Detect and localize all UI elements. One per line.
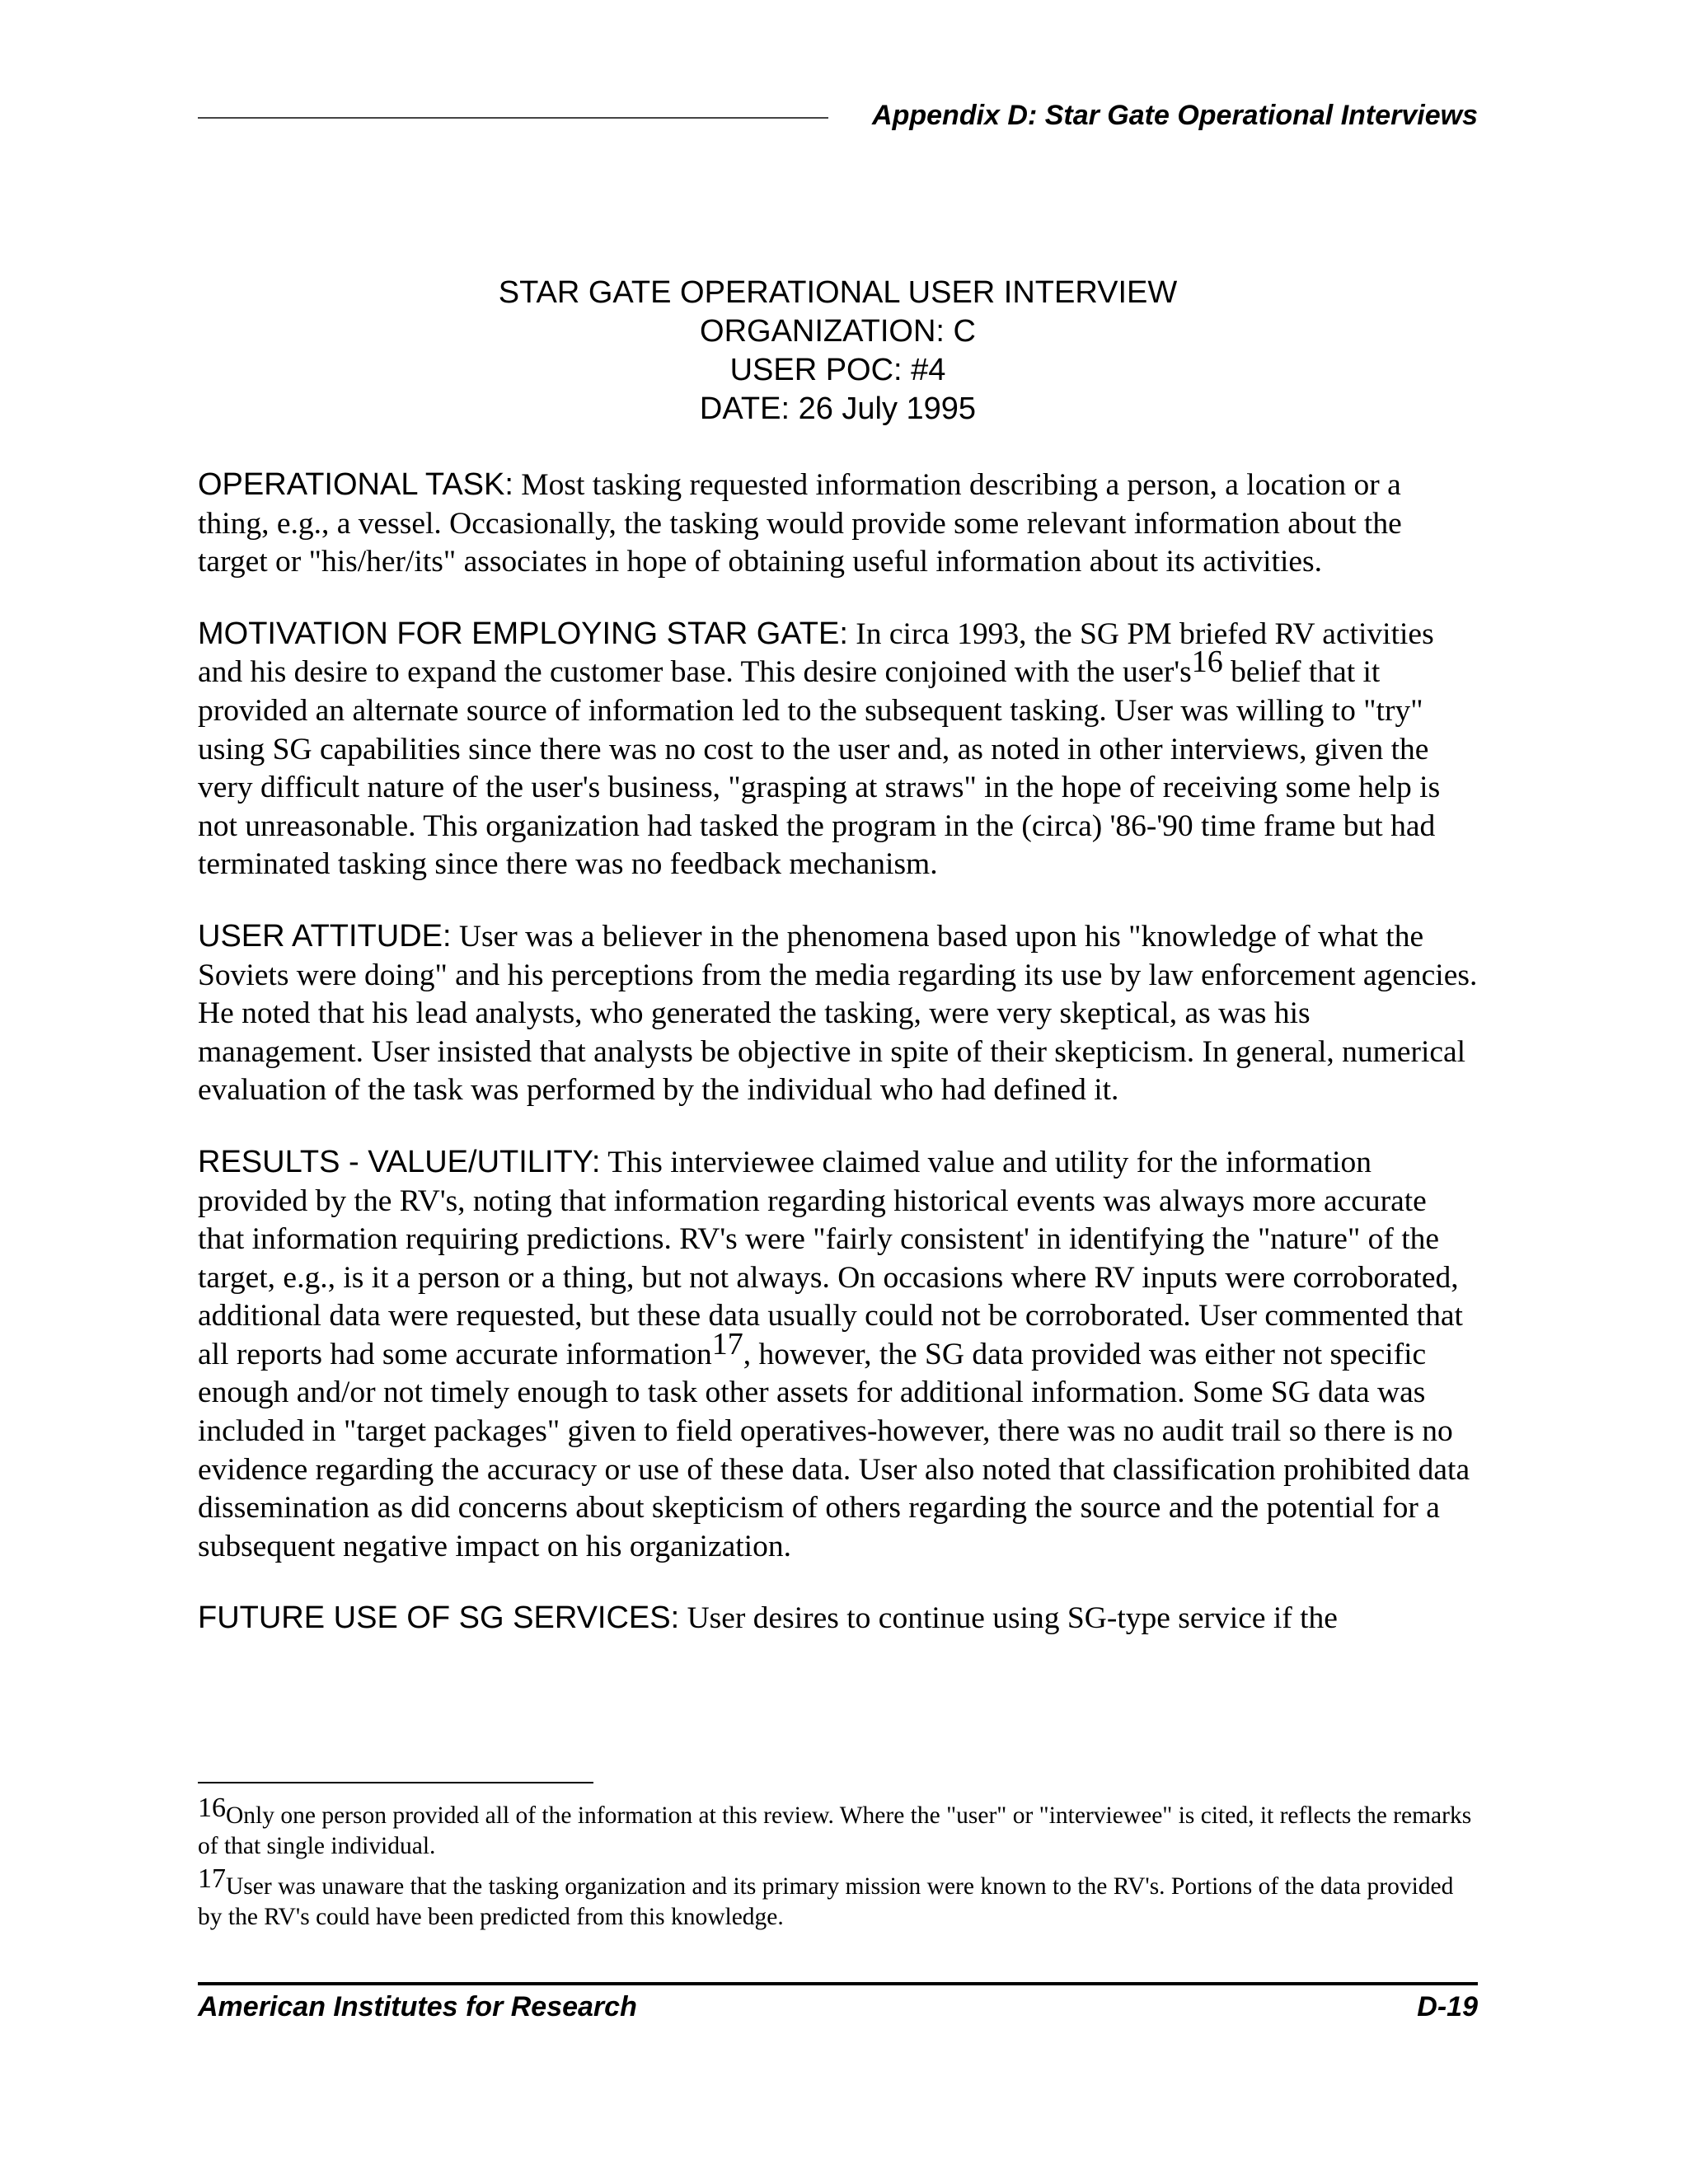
motivation-heading: MOTIVATION FOR EMPLOYING STAR GATE:: [198, 616, 848, 651]
header-title: Appendix D: Star Gate Operational Interviews: [872, 100, 1478, 131]
date-line: DATE: 26 July 1995: [699, 391, 977, 426]
document-body: [198, 466, 1478, 1671]
footnote-ref-16[interactable]: 16: [1191, 644, 1223, 680]
results-paragraph: [198, 1143, 1478, 1567]
footnote-text: Only one person provided all of the information at this review. Where the "user" or "interviewee" is cited, it reflects the remarks of that single individual.: [198, 1802, 1472, 1859]
results-text-part1: This interviewee claimed value and utility for the information provided by the RV's, noting that information regarding historical events was always more accurate that information requiring predictions. RV's were "fairly consistent' in identifying the "nature" of the target, e.g., is it a person or a thing, but not always. On occasions where RV inputs were corroborated, additional data were requested, but these data usually could not be corroborated. User commented that all reports had some accurate information: [198, 1145, 1463, 1371]
future-use-heading: FUTURE USE OF SG SERVICES:: [198, 1601, 680, 1636]
footnote-separator: [198, 1782, 593, 1783]
operational-task-text: Most tasking requested information describing a person, a location or a thing, e.g., a vessel. Occasionally, the tasking would provide some relevant information about the target or "his/her/its" associates in hope of obtaining useful information about its activities.: [198, 468, 1402, 579]
footnote-16: [198, 1793, 1478, 1862]
footnote-number: 17: [198, 1863, 226, 1894]
motivation-text-part1: In circa 1993, the SG PM briefed RV activities and his desire to expand the customer base. This desire conjoined with the user's: [198, 616, 1434, 690]
motivation-text-part2: belief that it provided an alternate source of information led to the subsequent tasking. User was willing to "try" using SG capabilities since there was no cost to the user and, as noted in other interviews, given the very difficult nature of the user's business, "grasping at straws" in the hope of receiving some help is not unreasonable. This organization had tasked the program in the (circa) '86-'90 time frame but had terminated tasking since there was no feedback mechanism.: [198, 655, 1441, 882]
future-use-paragraph: [198, 1599, 1478, 1638]
footer-rule: [198, 1982, 1478, 1985]
footnotes: [198, 1793, 1478, 1943]
operational-task-heading: OPERATIONAL TASK:: [198, 467, 513, 502]
user-attitude-text: User was a believer in the phenomena based upon his "knowledge of what the Soviets were doing" and his perceptions from the media regarding its use by law enforcement agencies. He noted that his lead analysts, who generated the tasking, were very skeptical, as was his management. User insisted that analysts be objective in spite of their skepticism. In general, numerical evaluation of the task was performed by the individual who had defined it.: [198, 919, 1478, 1108]
future-use-text: User desires to continue using SG-type service if the: [687, 1601, 1338, 1636]
footer-organization: American Institutes for Research: [198, 1991, 637, 2022]
footnote-number: 16: [198, 1793, 226, 1823]
interview-title-block: [198, 274, 1478, 429]
interview-title: STAR GATE OPERATIONAL USER INTERVIEW: [498, 275, 1178, 310]
results-heading: RESULTS - VALUE/UTILITY:: [198, 1144, 601, 1179]
user-attitude-heading: USER ATTITUDE:: [198, 918, 452, 954]
footnote-ref-17[interactable]: 17: [711, 1326, 743, 1361]
page-number: D-19: [1417, 1991, 1478, 2022]
operational-task-paragraph: [198, 466, 1478, 582]
results-text-part2: , however, the SG data provided was either not specific enough and/or not timely enough to task other assets for additional information. Some SG data was included in "target packages" given to field operatives-however, there was no audit trail so there is no evidence regarding the accuracy or use of these data. User also noted that classification prohibited data dissemination as did concerns about skepticism of others regarding the source and the potential for a subsequent negative impact on his organization.: [198, 1337, 1470, 1563]
user-attitude-paragraph: [198, 917, 1478, 1110]
header-rule: [198, 117, 828, 119]
footnote-text: User was unaware that the tasking organization and its primary mission were known to the RV's. Portions of the data provided by the RV's could have been predicted from this knowledge.: [198, 1873, 1454, 1930]
footnote-17: [198, 1863, 1478, 1933]
motivation-paragraph: [198, 615, 1478, 884]
organization-line: ORGANIZATION: C: [700, 314, 976, 349]
user-poc-line: USER POC: #4: [729, 353, 946, 387]
